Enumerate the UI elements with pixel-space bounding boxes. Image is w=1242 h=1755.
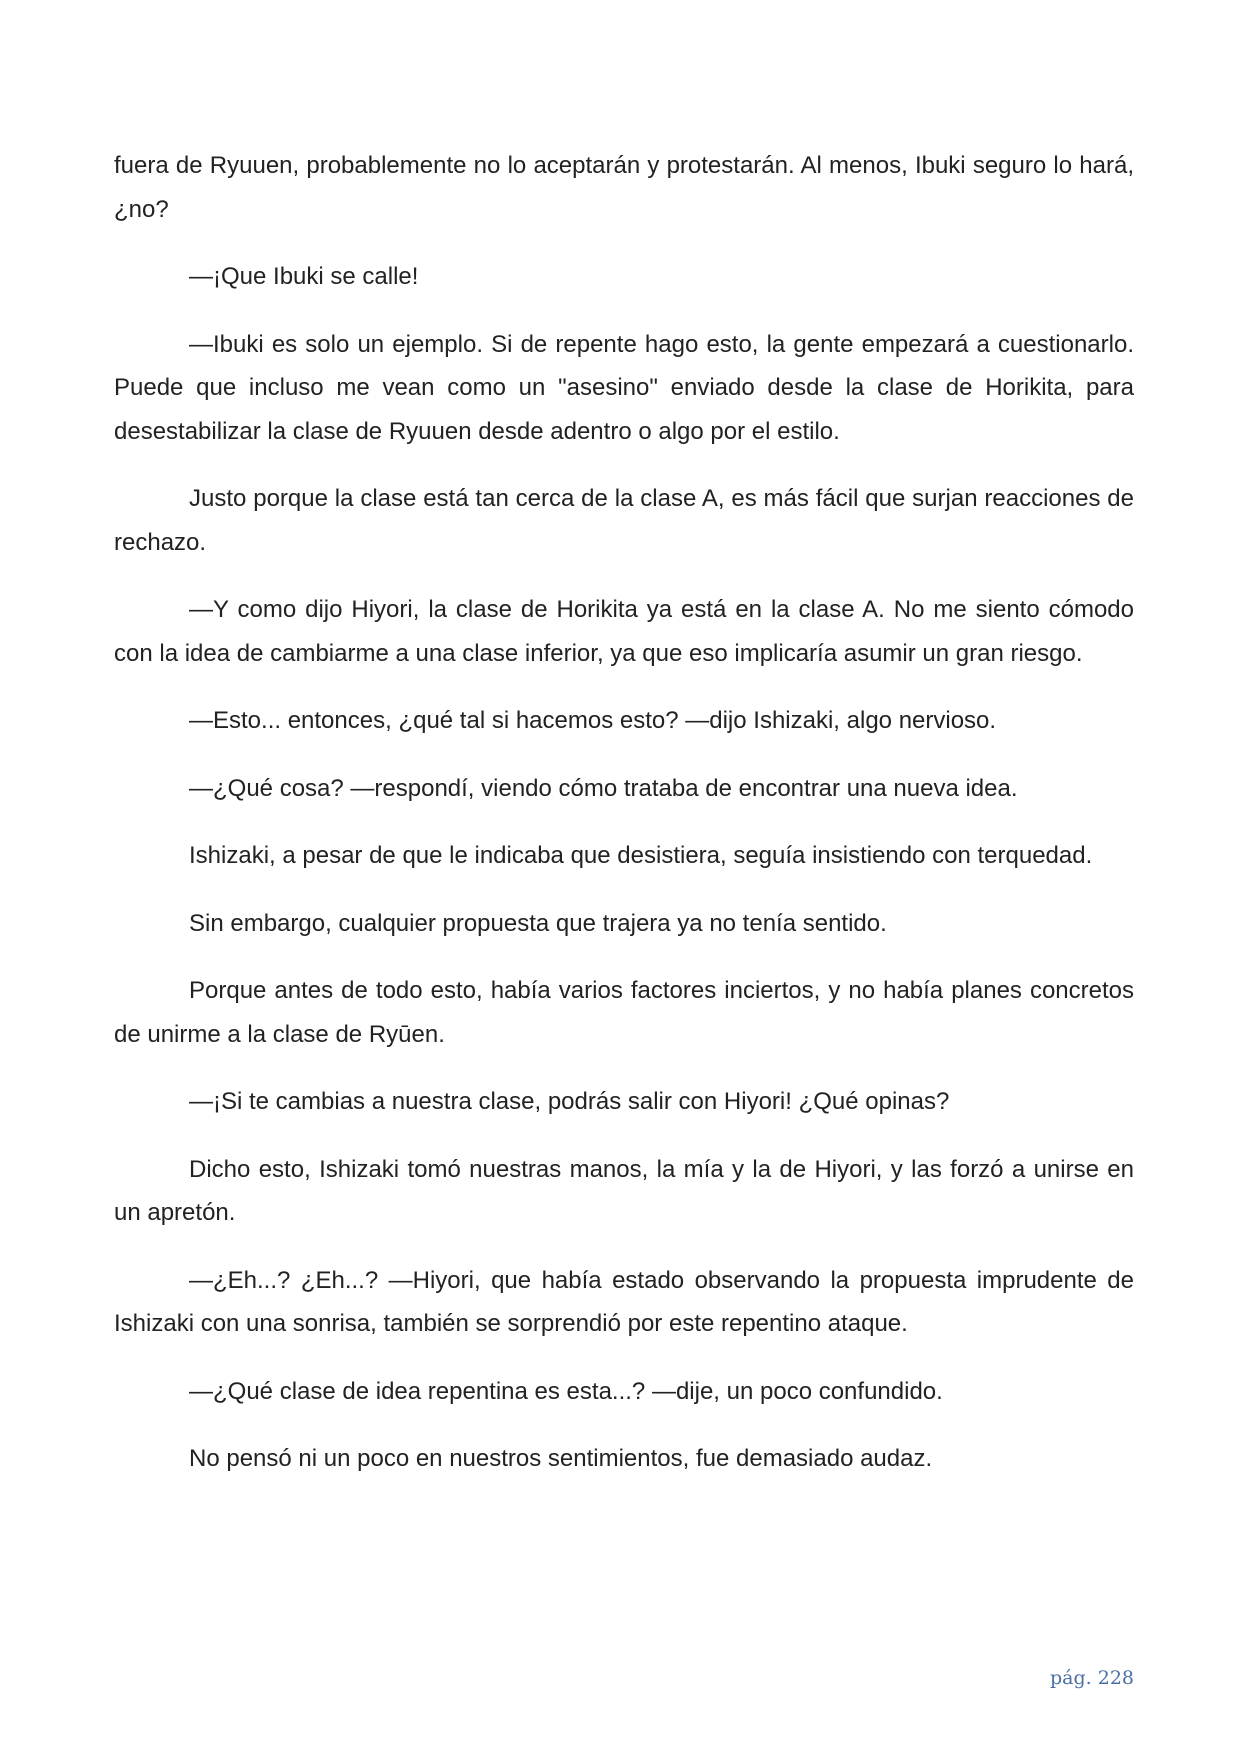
text-body	[114, 144, 1134, 1505]
paragraph-dialogue: —Ibuki es solo un ejemplo. Si de repente hago esto, la gente empezará a cuestionarlo. Puede que incluso me vean como un "asesino" enviado desde la clase de Horikita, para desestabilizar la clase de Ryuuen desde adentro o algo por el estilo.	[114, 330, 1134, 445]
paragraph-dialogue: —¡Si te cambias a nuestra clase, podrás salir con Hiyori! ¿Qué opinas?	[189, 1088, 950, 1115]
paragraph-dialogue: —¿Eh...? ¿Eh...? —Hiyori, que había estado observando la propuesta imprudente de Ishizaki con una sonrisa, también se sorprendió por este repentino ataque.	[114, 1266, 1134, 1337]
paragraph-narration: Sin embargo, cualquier propuesta que trajera ya no tenía sentido.	[189, 909, 887, 937]
paragraph-narration: No pensó ni un poco en nuestros sentimientos, fue demasiado audaz.	[189, 1445, 933, 1472]
paragraph-dialogue: —Esto... entonces, ¿qué tal si hacemos esto? —dijo Ishizaki, algo nervioso.	[189, 707, 997, 734]
paragraph-narration: Ishizaki, a pesar de que le indicaba que desistiera, seguía insistiendo con terquedad.	[189, 842, 1093, 869]
paragraph-dialogue: —¿Qué cosa? —respondí, viendo cómo trataba de encontrar una nueva idea.	[189, 774, 1018, 802]
paragraph-dialogue: —¿Qué clase de idea repentina es esta...? —dije, un poco confundido.	[189, 1377, 943, 1405]
paragraph-narration: Porque antes de todo esto, había varios factores inciertos, y no había planes concretos de unirme a la clase de Ryūen.	[114, 977, 1134, 1048]
paragraph-narration: Dicho esto, Ishizaki tomó nuestras manos, la mía y la de Hiyori, y las forzó a unirse en un apretón.	[114, 1155, 1134, 1226]
paragraph-dialogue: —Y como dijo Hiyori, la clase de Horikita ya está en la clase A. No me siento cómodo con la idea de cambiarme a una clase inferior, ya que eso implicaría asumir un gran riesgo.	[114, 596, 1134, 667]
paragraph-narration: Justo porque la clase está tan cerca de la clase A, es más fácil que surjan reacciones de rechazo.	[114, 485, 1134, 556]
paragraph-continuation: fuera de Ryuuen, probablemente no lo aceptarán y protestarán. Al menos, Ibuki seguro lo hará, ¿no?	[114, 152, 1134, 223]
page-number: pág. 228	[1050, 1667, 1134, 1689]
paragraph-dialogue: —¡Que Ibuki se calle!	[189, 263, 419, 290]
